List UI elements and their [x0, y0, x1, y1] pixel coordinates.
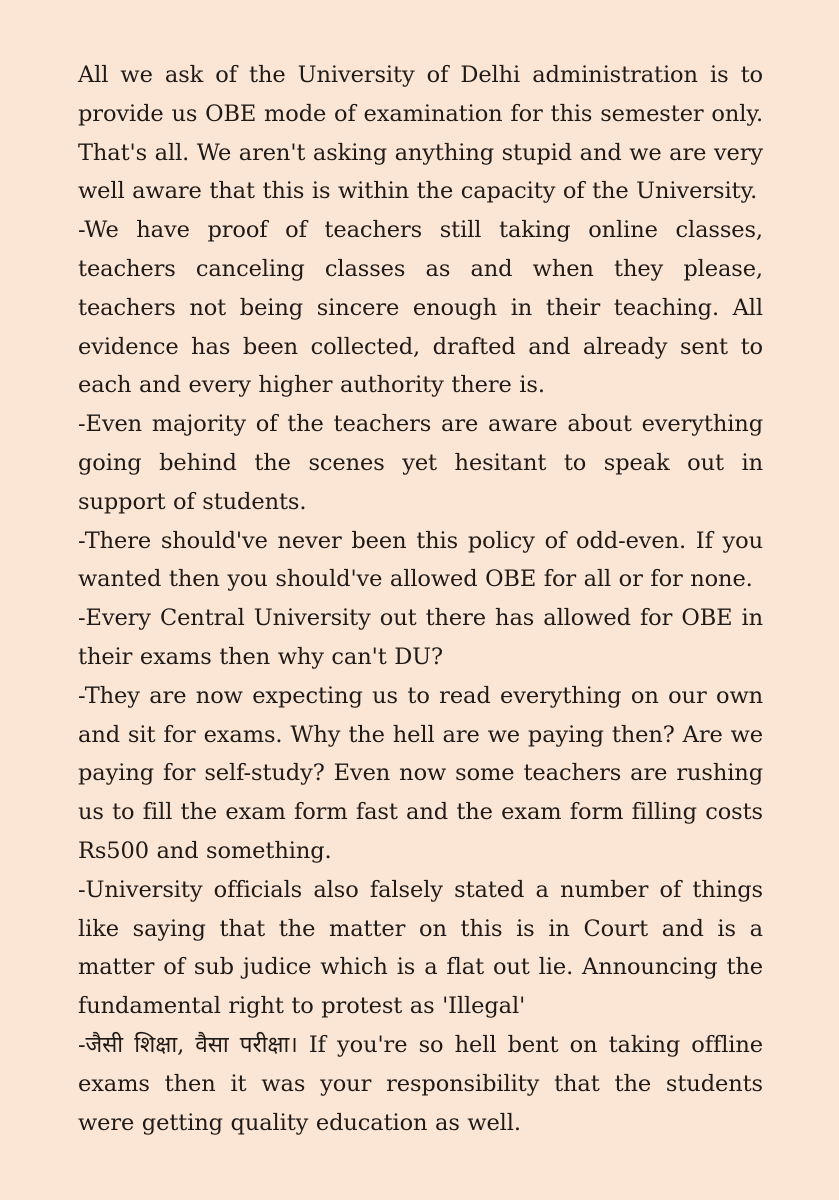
paragraph-intro: All we ask of the University of Delhi administration is to provide us OBE mode of examination for this semester only. That's all. We aren't asking anything stupid and we are very well aware that this is within the capacity of the University.	[78, 62, 763, 205]
paragraph-quality-education: -जैसी शिक्षा, वैसा परीक्षा। If you're so hell bent on taking offline exams then it was your responsibility that the students were getting quality education as well.	[78, 1031, 763, 1136]
paragraph-officials-claims: -University officials also falsely stated a number of things like saying that the matter on this is in Court and is a matter of sub judice which is a flat out lie. Announcing the fundamental right to protest as 'Illegal'	[78, 876, 763, 1020]
paragraph-central-universities: -Every Central University out there has allowed for OBE in their exams then why can't DU?	[78, 605, 763, 670]
paragraph-teachers-aware: -Even majority of the teachers are aware about everything going behind the scenes yet hesitant to speak out in support of students.	[78, 411, 763, 515]
paragraph-teachers-proof: -We have proof of teachers still taking online classes, teachers canceling classes as and when they please, teachers not being sincere enough in their teaching. All evidence has been collected, drafted and already sent to each and every higher authority there is.	[78, 217, 763, 399]
paragraph-self-study: -They are now expecting us to read everything on our own and sit for exams. Why the hell are we paying then? Are we paying for self-study? Even now some teachers are rushing us to fill the exam form fast and the exam form filling costs Rs500 and something.	[78, 682, 763, 864]
paragraph-odd-even-policy: -There should've never been this policy of odd-even. If you wanted then you should've allowed OBE for all or for none.	[78, 527, 763, 593]
